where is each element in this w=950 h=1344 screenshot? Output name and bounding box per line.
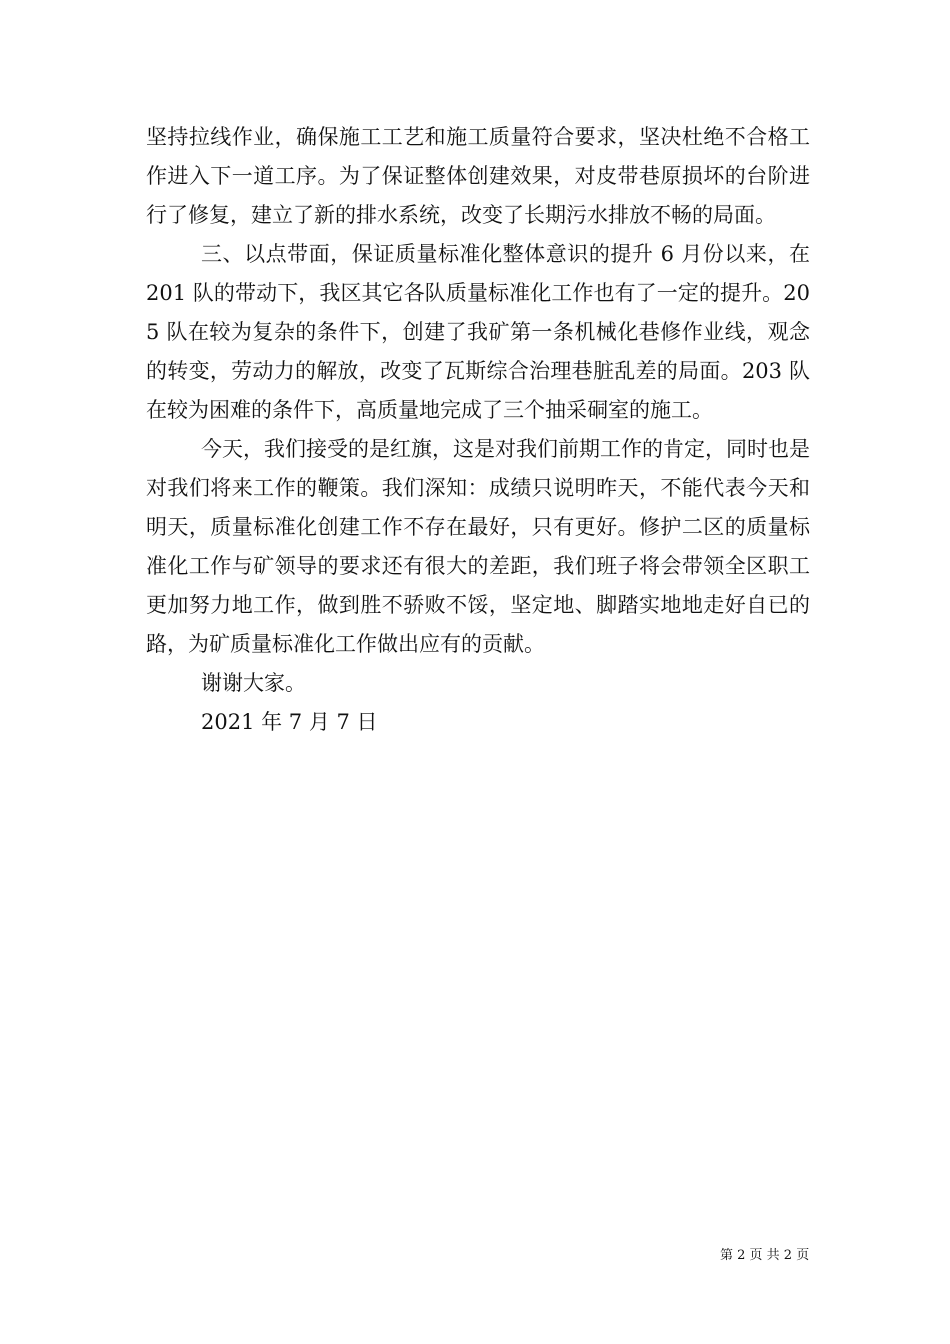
paragraph-continuation: 坚持拉线作业，确保施工工艺和施工质量符合要求，坚决杜绝不合格工作进入下一道工序。为了保证整体创建效果，对皮带巷原损坏的台阶进行了修复，建立了新的排水系统，改变了长期污水排放不畅的局面。 (146, 125, 810, 227)
paragraph-section-three: 三、以点带面，保证质量标准化整体意识的提升 6 月份以来，在 201 队的带动下，我区其它各队质量标准化工作也有了一定的提升。205 队在较为复杂的条件下，创建了我矿第一条机械化巷修作业线，观念的转变，劳动力的解放，改变了瓦斯综合治理巷脏乱差的局面。203 队在较为困难的条件下，高质量地完成了三个抽采硐室的施工。 (146, 242, 810, 422)
closing-thanks: 谢谢大家。 (201, 671, 306, 695)
paragraph-conclusion: 今天，我们接受的是红旗，这是对我们前期工作的肯定，同时也是对我们将来工作的鞭策。我们深知：成绩只说明昨天，不能代表今天和明天，质量标准化创建工作不存在最好，只有更好。修护二区的质量标准化工作与矿领导的要求还有很大的差距，我们班子将会带领全区职工更加努力地工作，做到胜不骄败不馁，坚定地、脚踏实地地走好自已的路，为矿质量标准化工作做出应有的贡献。 (146, 437, 810, 656)
page-number-footer: 第 2 页 共 2 页 (720, 1248, 810, 1263)
document-body (146, 118, 810, 742)
document-date: 2021 年 7 月 7 日 (201, 710, 378, 734)
